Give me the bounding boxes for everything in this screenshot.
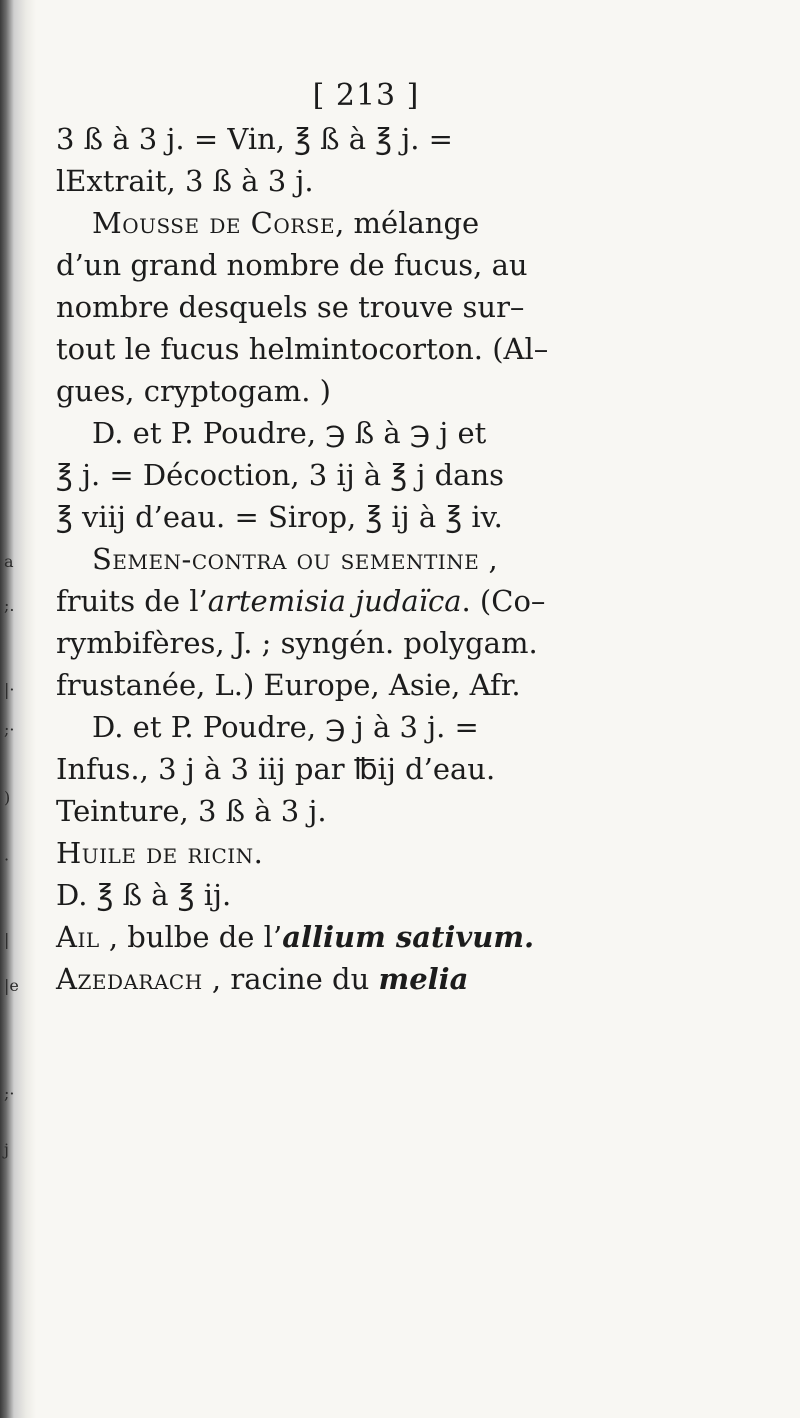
gutter-mark: ;· <box>4 1084 15 1103</box>
body-text <box>56 118 786 1000</box>
text-line: lExtrait, 3 ß à 3 j. <box>56 164 314 198</box>
text-line: ℥ j. = Décoction, 3 ij à ℥ j dans <box>56 458 505 492</box>
entry-semen-contra <box>56 538 786 580</box>
entry-heading: Huile de ricin. <box>56 836 264 870</box>
entry-text: , bulbe de l’ <box>99 920 283 954</box>
text-line: Teinture, 3 ß à 3 j. <box>56 794 327 828</box>
page-number: [ 213 ] <box>312 78 420 113</box>
entry-heading: Semen-contra ou sementine <box>92 542 480 576</box>
text-line: nombre desquels se trouve sur– <box>56 290 525 324</box>
gutter-mark: ) <box>4 788 11 807</box>
text-line: Infus., 3 j à 3 iij par ℔ij d’eau. <box>56 752 496 786</box>
text-line: rymbifères, J. ; syngén. polygam. <box>56 626 538 660</box>
text-line-fruits <box>56 580 786 622</box>
latin-name: melia <box>378 962 469 996</box>
entry-heading: Ail <box>56 920 100 954</box>
gutter-mark: ;. <box>4 596 15 615</box>
text-line: frustanée, L.) Europe, Asie, Afr. <box>56 668 521 702</box>
gutter-mark: |e <box>4 976 19 995</box>
text-fragment: . (Co– <box>461 584 546 618</box>
gutter-mark: | <box>4 930 10 949</box>
latin-name: allium sativum. <box>282 920 535 954</box>
text-line: gues, cryptogam. ) <box>56 374 331 408</box>
text-line: D. et P. Poudre, ℈ j à 3 j. = <box>92 710 479 744</box>
text-fragment: fruits de l’ <box>56 584 208 618</box>
text-line: D. et P. Poudre, ℈ ß à ℈ j et <box>92 416 487 450</box>
text-line: D. ℥ ß à ℥ ij. <box>56 878 232 912</box>
entry-huile-de-ricin <box>56 832 786 874</box>
entry-text: , mélange <box>335 206 480 240</box>
text-line: ℥ viij d’eau. = Sirop, ℥ ij à ℥ iv. <box>56 500 503 534</box>
text-line: 3 ß à 3 j. = Vin, ℥ ß à ℥ j. = <box>56 122 453 156</box>
entry-ail <box>56 916 786 958</box>
gutter-mark: · <box>4 850 10 869</box>
entry-heading: Azedarach <box>56 962 203 996</box>
gutter-mark: j <box>4 1140 9 1159</box>
gutter-mark: |· <box>4 680 15 699</box>
text-line: tout le fucus helmintocorton. (Al– <box>56 332 549 366</box>
text-line: d’un grand nombre de fucus, au <box>56 248 528 282</box>
entry-text: , racine du <box>202 962 379 996</box>
latin-name: artemisia judaïca <box>207 584 462 618</box>
gutter-mark: a <box>4 552 14 571</box>
entry-heading: Mousse de Corse <box>92 206 336 240</box>
entry-azedarach <box>56 958 786 1000</box>
entry-mousse-de-corse <box>56 202 786 244</box>
gutter-mark: ;· <box>4 720 15 739</box>
binding-gutter <box>0 0 36 1418</box>
entry-text: , <box>479 542 498 576</box>
